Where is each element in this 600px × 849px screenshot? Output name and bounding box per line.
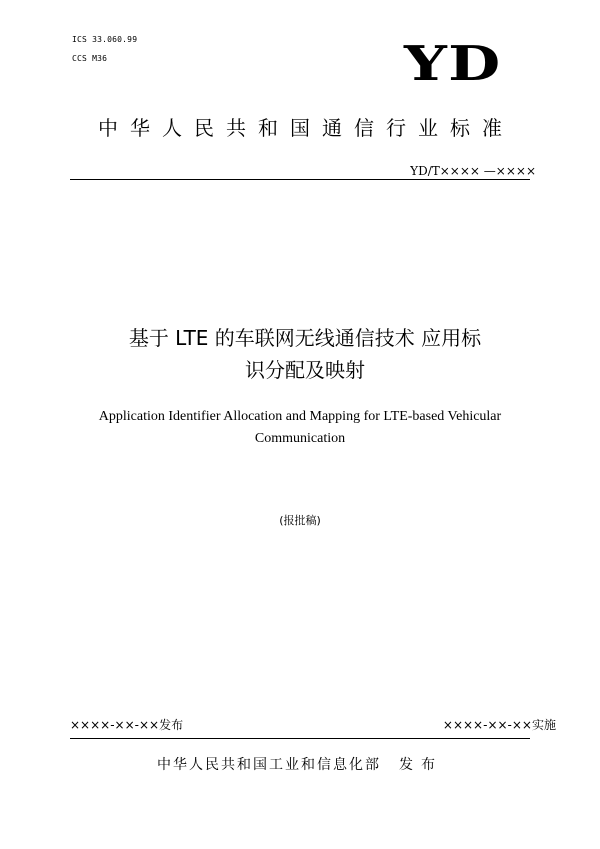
classification-codes (72, 30, 137, 68)
chinese-title (60, 322, 550, 386)
chinese-title-line2: 识分配及映射 (245, 358, 365, 382)
top-divider (70, 179, 530, 180)
ics-code: ICS 33.060.99 (72, 35, 138, 44)
chinese-title-line1: 基于 LTE 的车联网无线通信技术 应用标 (128, 326, 482, 350)
bottom-divider (70, 738, 530, 739)
english-title (80, 406, 520, 450)
organization-title: 中华人民共和国通信行业标准 (98, 116, 514, 140)
standard-number: YD/T×××× —×××× (410, 164, 536, 178)
yd-logo: YD (404, 36, 502, 92)
english-title-line2: Communication (254, 431, 346, 446)
publish-verb: 发布 (399, 757, 443, 773)
ccs-code: CCS M36 (72, 54, 108, 63)
english-title-line1: Application Identifier Allocation and Mapping for LTE-based Vehicular (98, 409, 502, 424)
issue-date: ××××-××-××发布 (70, 718, 184, 732)
publisher-line (0, 754, 600, 774)
draft-status: (报批稿) (279, 514, 321, 527)
implementation-date: ××××-××-××实施 (442, 718, 556, 732)
publisher-name: 中华人民共和国工业和信息化部 (157, 757, 381, 773)
